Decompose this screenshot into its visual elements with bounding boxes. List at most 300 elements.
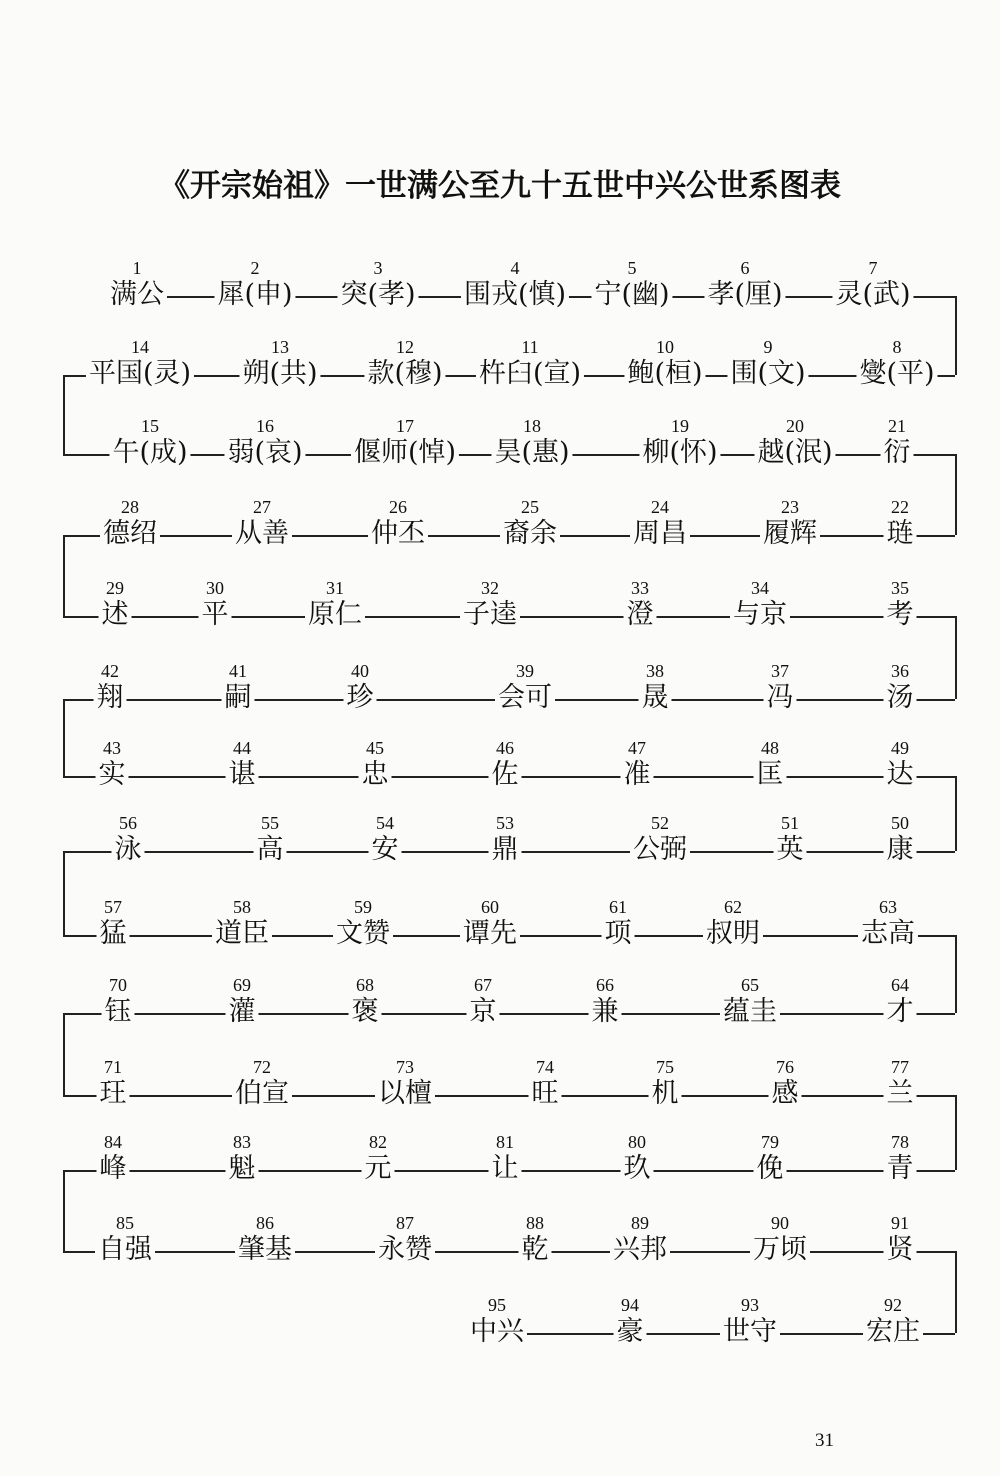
ancestor-name: 琏 — [884, 517, 917, 551]
generation-row — [0, 1213, 1000, 1273]
ancestor-name: 仲丕 — [368, 517, 428, 551]
ancestor-node — [305, 578, 365, 632]
generation-number: 26 — [389, 497, 407, 517]
ancestor-node — [375, 1057, 435, 1111]
ancestor-name: 中兴 — [467, 1315, 527, 1349]
ancestor-name: 文赞 — [333, 917, 393, 951]
ancestor-name: 以檀 — [375, 1077, 435, 1111]
generation-number: 72 — [253, 1057, 271, 1077]
generation-number: 16 — [255, 416, 274, 436]
ancestor-node — [102, 975, 135, 1029]
generation-number: 92 — [884, 1295, 902, 1315]
connector-line — [63, 1013, 955, 1015]
ancestor-node — [467, 1295, 527, 1349]
generation-number: 56 — [119, 813, 137, 833]
generation-number: 11 — [521, 337, 539, 357]
ancestor-name: 贤 — [884, 1233, 917, 1267]
generation-number: 89 — [631, 1213, 649, 1233]
ancestor-node — [754, 416, 835, 470]
generation-number: 61 — [609, 897, 627, 917]
generation-number: 63 — [879, 897, 897, 917]
ancestor-name: 万顷 — [750, 1233, 810, 1267]
ancestor-node — [226, 975, 259, 1029]
ancestor-name: 嗣 — [222, 681, 255, 715]
ancestor-name: 昊(惠) — [491, 436, 572, 470]
generation-row — [0, 416, 1000, 476]
ancestor-name: 澄 — [624, 598, 657, 632]
ancestor-name: 衍 — [881, 436, 914, 470]
ancestor-name: 谌 — [226, 758, 259, 792]
ancestor-name: 永赞 — [375, 1233, 435, 1267]
generation-number: 35 — [891, 578, 909, 598]
ancestor-node — [461, 258, 569, 312]
ancestor-name: 豪 — [614, 1315, 647, 1349]
ancestor-node — [720, 1295, 780, 1349]
generation-number: 73 — [396, 1057, 414, 1077]
ancestor-name: 会可 — [495, 681, 555, 715]
ancestor-name: 兼 — [589, 995, 622, 1029]
ancestor-name: 道臣 — [212, 917, 272, 951]
ancestor-name: 安 — [369, 833, 402, 867]
generation-number: 38 — [646, 661, 664, 681]
generation-number: 29 — [106, 578, 124, 598]
row-link-bracket — [955, 1251, 957, 1333]
generation-number: 47 — [628, 738, 646, 758]
ancestor-name: 杵臼(宣) — [476, 357, 584, 391]
generation-number: 55 — [261, 813, 279, 833]
generation-number: 82 — [369, 1132, 387, 1152]
generation-number: 13 — [270, 337, 289, 357]
row-link-bracket — [955, 296, 957, 375]
ancestor-node — [364, 337, 445, 391]
ancestor-name: 平国(灵) — [86, 357, 194, 391]
generation-number: 70 — [109, 975, 127, 995]
generation-number: 28 — [121, 497, 139, 517]
generation-number: 91 — [891, 1213, 909, 1233]
ancestor-name: 宏庄 — [863, 1315, 923, 1349]
ancestor-name: 褒 — [349, 995, 382, 1029]
ancestor-node — [500, 497, 560, 551]
ancestor-name: 英 — [774, 833, 807, 867]
ancestor-node — [884, 1132, 917, 1186]
ancestor-name: 伯宣 — [232, 1077, 292, 1111]
ancestor-node — [730, 578, 790, 632]
ancestor-name: 才 — [884, 995, 917, 1029]
generation-number: 81 — [496, 1132, 514, 1152]
ancestor-node — [495, 661, 555, 715]
ancestor-node — [649, 1057, 682, 1111]
generation-number: 33 — [631, 578, 649, 598]
ancestor-name: 实 — [96, 758, 129, 792]
generation-number: 15 — [140, 416, 159, 436]
ancestor-name: 德绍 — [100, 517, 160, 551]
ancestor-name: 忠 — [359, 758, 392, 792]
ancestor-name: 佐 — [489, 758, 522, 792]
ancestor-node — [369, 813, 402, 867]
generation-row — [0, 813, 1000, 873]
ancestor-node — [621, 1132, 654, 1186]
row-link-bracket — [955, 616, 957, 699]
ancestor-name: 钰 — [102, 995, 135, 1029]
ancestor-name: 感 — [769, 1077, 802, 1111]
ancestor-name: 晟 — [639, 681, 672, 715]
generation-number: 41 — [229, 661, 247, 681]
ancestor-node — [232, 1057, 292, 1111]
generation-number: 25 — [521, 497, 539, 517]
generation-number: 86 — [256, 1213, 274, 1233]
ancestor-name: 满公 — [107, 278, 167, 312]
generation-number: 64 — [891, 975, 909, 995]
ancestor-node — [624, 578, 657, 632]
generation-number: 1 — [132, 258, 142, 278]
ancestor-node — [769, 1057, 802, 1111]
ancestor-name: 冯 — [764, 681, 797, 715]
generation-number: 23 — [781, 497, 799, 517]
ancestor-name: 宁(幽) — [591, 278, 672, 312]
generation-number: 27 — [253, 497, 271, 517]
generation-number: 9 — [763, 337, 773, 357]
ancestor-name: 项 — [602, 917, 635, 951]
ancestor-name: 乾 — [519, 1233, 552, 1267]
ancestor-node — [624, 337, 705, 391]
ancestor-node — [589, 975, 622, 1029]
generation-number: 50 — [891, 813, 909, 833]
generation-number: 69 — [233, 975, 251, 995]
ancestor-node — [884, 738, 917, 792]
generation-number: 2 — [250, 258, 260, 278]
ancestor-name: 翔 — [94, 681, 127, 715]
ancestor-name: 匡 — [754, 758, 787, 792]
ancestor-name: 原仁 — [305, 598, 365, 632]
ancestor-node — [368, 497, 428, 551]
ancestor-node — [489, 738, 522, 792]
ancestor-node — [212, 897, 272, 951]
ancestor-node — [856, 337, 937, 391]
generation-number: 48 — [761, 738, 779, 758]
ancestor-node — [614, 1295, 647, 1349]
generation-number: 57 — [104, 897, 122, 917]
generation-number: 14 — [130, 337, 149, 357]
ancestor-node — [94, 661, 127, 715]
row-link-bracket — [63, 1013, 65, 1095]
row-link-bracket — [63, 699, 65, 776]
ancestor-name: 公弼 — [630, 833, 690, 867]
generation-number: 18 — [522, 416, 541, 436]
ancestor-node — [362, 1132, 395, 1186]
ancestor-name: 兴邦 — [610, 1233, 670, 1267]
generation-number: 44 — [233, 738, 251, 758]
ancestor-name: 孝(厘) — [704, 278, 785, 312]
ancestor-name: 谭先 — [460, 917, 520, 951]
ancestor-node — [467, 975, 500, 1029]
ancestor-node — [460, 897, 520, 951]
generation-number: 68 — [356, 975, 374, 995]
generation-number: 21 — [888, 416, 906, 436]
generation-number: 90 — [771, 1213, 789, 1233]
ancestor-node — [97, 897, 130, 951]
generation-number: 37 — [771, 661, 789, 681]
ancestor-name: 自强 — [95, 1233, 155, 1267]
page-title: 《开宗始祖》一世满公至九十五世中兴公世系图表 — [159, 168, 841, 204]
ancestor-name: 述 — [99, 598, 132, 632]
ancestor-name: 志高 — [858, 917, 918, 951]
ancestor-name: 旺 — [529, 1077, 562, 1111]
generation-number: 19 — [670, 416, 689, 436]
ancestor-node — [832, 258, 913, 312]
generation-number: 7 — [868, 258, 878, 278]
ancestor-name: 鼎 — [489, 833, 522, 867]
ancestor-node — [727, 337, 808, 391]
connector-line — [63, 1251, 955, 1253]
generation-number: 6 — [740, 258, 750, 278]
generation-number: 49 — [891, 738, 909, 758]
ancestor-name: 与京 — [730, 598, 790, 632]
generation-number: 76 — [776, 1057, 794, 1077]
ancestor-node — [99, 578, 132, 632]
ancestor-node — [476, 337, 584, 391]
generation-number: 78 — [891, 1132, 909, 1152]
ancestor-name: 高 — [254, 833, 287, 867]
generation-number: 34 — [751, 578, 769, 598]
ancestor-node — [639, 661, 672, 715]
generation-number: 10 — [655, 337, 674, 357]
ancestor-name: 子逵 — [460, 598, 520, 632]
ancestor-name: 从善 — [232, 517, 292, 551]
generation-number: 93 — [741, 1295, 759, 1315]
ancestor-name: 裔余 — [500, 517, 560, 551]
ancestor-node — [602, 897, 635, 951]
generation-number: 88 — [526, 1213, 544, 1233]
ancestor-name: 泳 — [112, 833, 145, 867]
generation-number: 3 — [373, 258, 383, 278]
ancestor-node — [591, 258, 672, 312]
ancestor-node — [95, 1213, 155, 1267]
ancestor-node — [222, 661, 255, 715]
ancestor-name: 让 — [489, 1152, 522, 1186]
row-link-bracket — [955, 935, 957, 1013]
ancestor-name: 灵(武) — [832, 278, 913, 312]
generation-row — [0, 975, 1000, 1035]
generation-number: 22 — [891, 497, 909, 517]
generation-row — [0, 497, 1000, 557]
ancestor-name: 鲍(桓) — [624, 357, 705, 391]
generation-number: 31 — [326, 578, 344, 598]
generation-row — [0, 337, 1000, 397]
generation-number: 75 — [656, 1057, 674, 1077]
ancestor-node — [630, 813, 690, 867]
generation-number: 79 — [761, 1132, 779, 1152]
ancestor-node — [754, 1132, 787, 1186]
generation-number: 8 — [892, 337, 902, 357]
generation-number: 42 — [101, 661, 119, 681]
row-link-bracket — [955, 776, 957, 851]
ancestor-node — [884, 578, 917, 632]
ancestor-node — [375, 1213, 435, 1267]
ancestor-node — [489, 1132, 522, 1186]
generation-row — [0, 1057, 1000, 1117]
ancestor-name: 履辉 — [760, 517, 820, 551]
ancestor-name: 达 — [884, 758, 917, 792]
generation-row — [0, 661, 1000, 721]
generation-number: 85 — [116, 1213, 134, 1233]
generation-number: 87 — [396, 1213, 414, 1233]
generation-number: 59 — [354, 897, 372, 917]
generation-number: 32 — [481, 578, 499, 598]
ancestor-node — [349, 975, 382, 1029]
ancestor-node — [97, 1057, 130, 1111]
generation-number: 43 — [103, 738, 121, 758]
generation-row — [0, 258, 1000, 318]
ancestor-name: 珍 — [344, 681, 377, 715]
ancestor-name: 突(孝) — [337, 278, 418, 312]
ancestor-node — [100, 497, 160, 551]
ancestor-name: 准 — [621, 758, 654, 792]
ancestor-node — [351, 416, 459, 470]
ancestor-name: 机 — [649, 1077, 682, 1111]
ancestor-node — [858, 897, 918, 951]
ancestor-node — [884, 1057, 917, 1111]
row-link-bracket — [955, 1095, 957, 1170]
generation-number: 4 — [510, 258, 520, 278]
generation-number: 80 — [628, 1132, 646, 1152]
generation-row — [0, 1295, 1000, 1355]
ancestor-node — [97, 1132, 130, 1186]
ancestor-node — [610, 1213, 670, 1267]
ancestor-name: 犀(申) — [214, 278, 295, 312]
ancestor-name: 汤 — [884, 681, 917, 715]
row-link-bracket — [63, 1170, 65, 1251]
ancestor-node — [109, 416, 190, 470]
ancestor-name: 越(泯) — [754, 436, 835, 470]
ancestor-name: 午(成) — [109, 436, 190, 470]
generation-number: 53 — [496, 813, 514, 833]
ancestor-node — [226, 738, 259, 792]
ancestor-name: 俛 — [754, 1152, 787, 1186]
ancestor-name: 肇基 — [235, 1233, 295, 1267]
ancestor-node — [107, 258, 167, 312]
ancestor-node — [96, 738, 129, 792]
generation-row — [0, 578, 1000, 638]
generation-number: 30 — [206, 578, 224, 598]
ancestor-node — [760, 497, 820, 551]
ancestor-name: 燮(平) — [856, 357, 937, 391]
generation-number: 52 — [651, 813, 669, 833]
ancestor-node — [224, 416, 305, 470]
ancestor-node — [884, 813, 917, 867]
ancestor-node — [239, 337, 320, 391]
generation-row — [0, 1132, 1000, 1192]
ancestor-node — [881, 416, 914, 470]
generation-number: 62 — [724, 897, 742, 917]
ancestor-name: 考 — [884, 598, 917, 632]
ancestor-name: 叔明 — [703, 917, 763, 951]
generation-number: 94 — [621, 1295, 639, 1315]
generation-number: 51 — [781, 813, 799, 833]
ancestor-node — [754, 738, 787, 792]
generation-number: 54 — [376, 813, 394, 833]
ancestor-node — [491, 416, 572, 470]
ancestor-node — [764, 661, 797, 715]
ancestor-node — [254, 813, 287, 867]
ancestor-node — [226, 1132, 259, 1186]
ancestor-node — [460, 578, 520, 632]
ancestor-node — [333, 897, 393, 951]
ancestor-node — [344, 661, 377, 715]
row-link-bracket — [63, 851, 65, 935]
generation-number: 5 — [627, 258, 637, 278]
generation-number: 39 — [516, 661, 534, 681]
generation-number: 58 — [233, 897, 251, 917]
ancestor-node — [774, 813, 807, 867]
ancestor-node — [86, 337, 194, 391]
ancestor-node — [232, 497, 292, 551]
ancestor-node — [359, 738, 392, 792]
ancestor-node — [720, 975, 780, 1029]
generation-number: 65 — [741, 975, 759, 995]
ancestor-node — [863, 1295, 923, 1349]
generation-number: 46 — [496, 738, 514, 758]
ancestor-name: 青 — [884, 1152, 917, 1186]
ancestor-node — [884, 975, 917, 1029]
generation-number: 77 — [891, 1057, 909, 1077]
ancestor-node — [884, 1213, 917, 1267]
ancestor-name: 猛 — [97, 917, 130, 951]
ancestor-name: 平 — [199, 598, 232, 632]
generation-number: 66 — [596, 975, 614, 995]
generation-row — [0, 738, 1000, 798]
ancestor-node — [529, 1057, 562, 1111]
generation-number: 20 — [785, 416, 804, 436]
generation-number: 71 — [104, 1057, 122, 1077]
ancestor-name: 元 — [362, 1152, 395, 1186]
ancestor-node — [630, 497, 690, 551]
ancestor-node — [489, 813, 522, 867]
ancestor-name: 康 — [884, 833, 917, 867]
ancestor-name: 灌 — [226, 995, 259, 1029]
ancestor-name: 京 — [467, 995, 500, 1029]
ancestor-node — [519, 1213, 552, 1267]
generation-number: 17 — [395, 416, 414, 436]
ancestor-name: 世守 — [720, 1315, 780, 1349]
ancestor-name: 玖 — [621, 1152, 654, 1186]
ancestor-name: 魁 — [226, 1152, 259, 1186]
row-link-bracket — [955, 454, 957, 535]
ancestor-node — [235, 1213, 295, 1267]
generation-number: 36 — [891, 661, 909, 681]
ancestor-node — [214, 258, 295, 312]
generation-number: 83 — [233, 1132, 251, 1152]
ancestor-name: 朔(共) — [239, 357, 320, 391]
generation-number: 40 — [351, 661, 369, 681]
generation-row — [0, 897, 1000, 957]
ancestor-node — [639, 416, 720, 470]
ancestor-name: 弱(哀) — [224, 436, 305, 470]
row-link-bracket — [63, 375, 65, 454]
ancestor-node — [884, 497, 917, 551]
ancestor-name: 偃师(悼) — [351, 436, 459, 470]
ancestor-name: 围戎(慎) — [461, 278, 569, 312]
generation-number: 45 — [366, 738, 384, 758]
page-number: 31 — [815, 1430, 834, 1451]
ancestor-name: 峰 — [97, 1152, 130, 1186]
ancestor-name: 围(文) — [727, 357, 808, 391]
ancestor-name: 柳(怀) — [639, 436, 720, 470]
generation-number: 84 — [104, 1132, 122, 1152]
generation-number: 74 — [536, 1057, 554, 1077]
generation-number: 67 — [474, 975, 492, 995]
ancestor-name: 兰 — [884, 1077, 917, 1111]
ancestor-node — [884, 661, 917, 715]
